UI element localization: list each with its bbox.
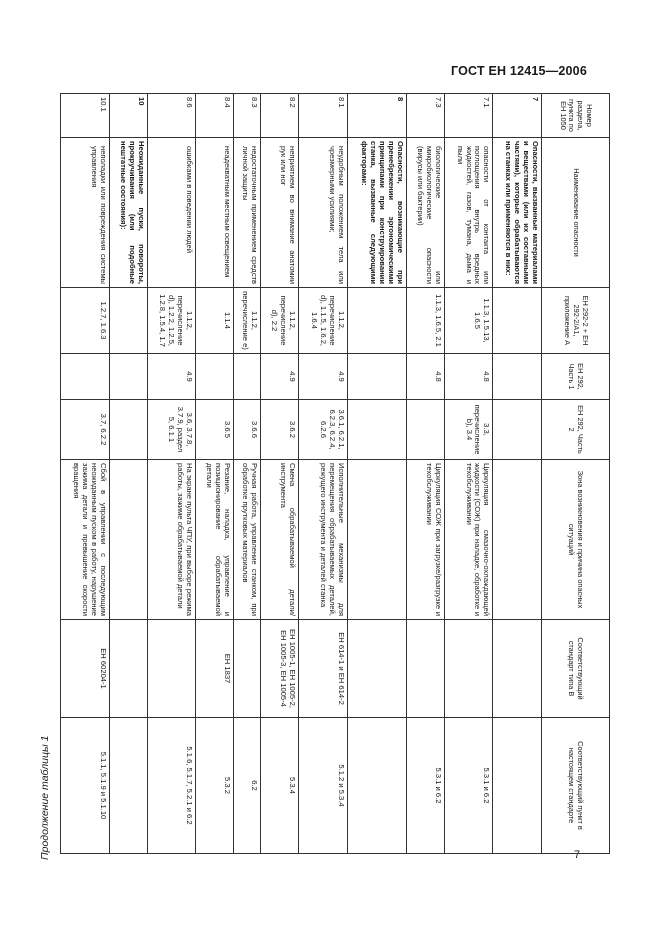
type-b-standard: ЕН 1005-1, ЕН 1005-2, ЕН 1005-3, ЕН 1005-4	[261, 620, 299, 718]
hazard-zone	[109, 460, 147, 620]
type-b-standard	[347, 620, 406, 718]
type-b-standard: ЕН 60204-1	[61, 620, 110, 718]
header-section-number: Номер раздела, пункта по ЕН 1050	[542, 94, 610, 138]
type-b-standard: ЕН 1837	[196, 620, 234, 718]
table-row	[61, 94, 110, 854]
hazard-name: Опасности, возникающие при пренебрежении эргономическими принципами при конструировании станка, вызванные следующими факторами:	[347, 138, 406, 288]
table-row	[444, 94, 493, 854]
en292-2-part-ref	[493, 400, 542, 460]
en292-2-part-ref: 3.6, 3.7.8, 3.7.9, раздел 5, 6.1.1	[147, 400, 196, 460]
en292-2-part-ref: 3.3, перечисление b), 3.4	[444, 400, 493, 460]
hazard-zone	[493, 460, 542, 620]
en292-2-ref: 1.2.7, 1.6.3	[61, 288, 110, 354]
type-b-standard	[444, 620, 493, 718]
hazards-table	[60, 93, 610, 854]
hazard-zone	[347, 460, 406, 620]
header-en292-part2: ЕН 292, Часть 2	[542, 400, 610, 460]
clause-ref: 5.3.4	[261, 718, 299, 854]
en292-2-part-ref: 3.6.6	[234, 400, 261, 460]
clause-ref: 5.1.1, 5.1.9 и 5.1.10	[61, 718, 110, 854]
row-number: 7.1	[444, 94, 493, 138]
row-number: 7.3	[406, 94, 444, 138]
hazard-zone: Сбой в управлении с последующим неожиданным пуском в работу, нарушение зажима детали и превышение скорости вращения	[61, 460, 110, 620]
hazard-name: недостаточным применением средств личной защиты	[234, 138, 261, 288]
clause-ref: 5.3.1 и 6.2	[444, 718, 493, 854]
table-row	[147, 94, 196, 854]
header-hazard-name: Наименование опасности	[542, 138, 610, 288]
type-b-standard	[234, 620, 261, 718]
table-continuation-label: Продолжение таблицы 1	[39, 735, 51, 860]
row-number: 8	[347, 94, 406, 138]
hazard-name: Опасности, вызванные материалами и веществами (или их составными частями), которые обрабатываются на станках или применяются в них:	[493, 138, 542, 288]
clause-ref	[493, 718, 542, 854]
en292-2-part-ref: 3.6.5	[196, 400, 234, 460]
hazard-name: Неожиданные пуски, повороты, прокручивания (или подобные нештатные состояния):	[109, 138, 147, 288]
row-number: 10	[109, 94, 147, 138]
page-number: 7	[574, 849, 581, 861]
hazard-zone: Циркуляция СОЖ при загрузке/разгрузке и техобслуживании	[406, 460, 444, 620]
row-number: 8.3	[234, 94, 261, 138]
hazard-name: неполадки или повреждения системы управления	[61, 138, 110, 288]
en292-2-ref: 1.1.3, 1.5.13, 1.6.5	[444, 288, 493, 354]
table-row	[196, 94, 234, 854]
en292-2-part-ref: 3.6.2	[261, 400, 299, 460]
en292-2-ref: 1.1.2, перечисление d), 2.2	[261, 288, 299, 354]
en292-2-ref: 1.1.2, перечисление d), 1.2.2, 1.2.5, 1.2.8, 1.5.4, 1.7	[147, 288, 196, 354]
header-en292-part1: ЕН 292, Часть 1	[542, 354, 610, 400]
en292-2-part-ref: 3.7, 6.2.2	[61, 400, 110, 460]
clause-ref: 5.1.2 и 5.3.4	[299, 718, 348, 854]
clause-ref: 5.3.2	[196, 718, 234, 854]
header-type-b-standard: Соответствующий стандарт типа В	[542, 620, 610, 718]
table-row	[234, 94, 261, 854]
header-hazard-zone: Зона возникновения и причина опасных ситуаций	[542, 460, 610, 620]
row-number: 8.2	[261, 94, 299, 138]
hazard-name: неадекватным местным освещением	[196, 138, 234, 288]
en292-2-part-ref: 3.6.1, 6.2.1, 6.2.3, 6.2.4, 6.2.6	[299, 400, 348, 460]
en292-2-ref: 1.1.4	[196, 288, 234, 354]
type-b-standard	[147, 620, 196, 718]
type-b-standard	[406, 620, 444, 718]
row-number: 7	[493, 94, 542, 138]
en292-2-ref	[347, 288, 406, 354]
en292-1-ref: 4.8	[444, 354, 493, 400]
hazard-zone: Резание, наладка, управление и позиционирование обрабатываемой детали	[196, 460, 234, 620]
en292-1-ref	[61, 354, 110, 400]
row-number: 10.1	[61, 94, 110, 138]
rotated-table-container	[60, 93, 610, 853]
en292-1-ref	[493, 354, 542, 400]
table-row	[406, 94, 444, 854]
clause-ref: 6.2	[234, 718, 261, 854]
en292-2-ref: 1.1.2, перечисление е)	[234, 288, 261, 354]
standard-header: ГОСТ ЕН 12415—2006	[451, 64, 587, 78]
hazard-zone: Циркуляция смазочно-охлаждающей жидкости (СОЖ) при наладке, обработке и техобслуживании	[444, 460, 493, 620]
table-section-row	[109, 94, 147, 854]
clause-ref: 5.1.6, 5.1.7, 5.2.1 и 6.2	[147, 718, 196, 854]
en292-1-ref: 4.9	[261, 354, 299, 400]
clause-ref: 5.3.1 и 6.2	[406, 718, 444, 854]
table-header-row	[542, 94, 610, 854]
hazard-zone: Смена обрабатываемой детали/инструмента	[261, 460, 299, 620]
en292-1-ref	[109, 354, 147, 400]
row-number: 8.1	[299, 94, 348, 138]
hazard-name: неприятием во внимание анатомии рук или ног	[261, 138, 299, 288]
type-b-standard	[109, 620, 147, 718]
table-section-row	[347, 94, 406, 854]
hazard-name: опасности от контакта или поглощения внутрь вредных жидкостей, газов, тумана, дыма и пыли	[444, 138, 493, 288]
hazard-zone: Исполнительные механизмы для перемещения обрабатываемых деталей, режущего инструмента и деталей станка	[299, 460, 348, 620]
clause-ref	[109, 718, 147, 854]
hazard-name: биологические или микробиологические опасности (вирусы или бактерии)	[406, 138, 444, 288]
table-section-row	[493, 94, 542, 854]
en292-2-part-ref	[347, 400, 406, 460]
en292-2-ref	[493, 288, 542, 354]
type-b-standard: ЕН 614-1 и ЕН 614-2	[299, 620, 348, 718]
header-clause-in-standard: Соответствующий пункт в настоящем стандарте	[542, 718, 610, 854]
en292-2-part-ref	[406, 400, 444, 460]
row-number: 8.4	[196, 94, 234, 138]
en292-1-ref: 4.9	[299, 354, 348, 400]
en292-2-part-ref	[109, 400, 147, 460]
hazard-name: неудобным положением тела или чрезмерными усилиями;	[299, 138, 348, 288]
type-b-standard	[493, 620, 542, 718]
en292-1-ref	[347, 354, 406, 400]
en292-1-ref: 4.9	[147, 354, 196, 400]
table-body	[61, 94, 542, 854]
header-en292-2-annex: ЕН 292-2 + ЕН 292-2/А1, приложение А	[542, 288, 610, 354]
en292-1-ref	[234, 354, 261, 400]
table-row	[299, 94, 348, 854]
en292-1-ref	[196, 354, 234, 400]
en292-2-ref: 1.1.2, перечисление d), 1.1.5, 1.6.2, 1.6.4	[299, 288, 348, 354]
table-row	[261, 94, 299, 854]
en292-2-ref: 1.1.3, 1.6.5, 2.1	[406, 288, 444, 354]
hazard-zone: Ручная работа, управление станком, при обработке прутковых материалов	[234, 460, 261, 620]
hazard-zone: На экране пульта ЧПУ, при выборе режима работы, зажиме обрабатываемой детали	[147, 460, 196, 620]
row-number: 8.6	[147, 94, 196, 138]
hazard-name: ошибками в поведении людей	[147, 138, 196, 288]
en292-2-ref	[109, 288, 147, 354]
clause-ref	[347, 718, 406, 854]
en292-1-ref: 4.8	[406, 354, 444, 400]
